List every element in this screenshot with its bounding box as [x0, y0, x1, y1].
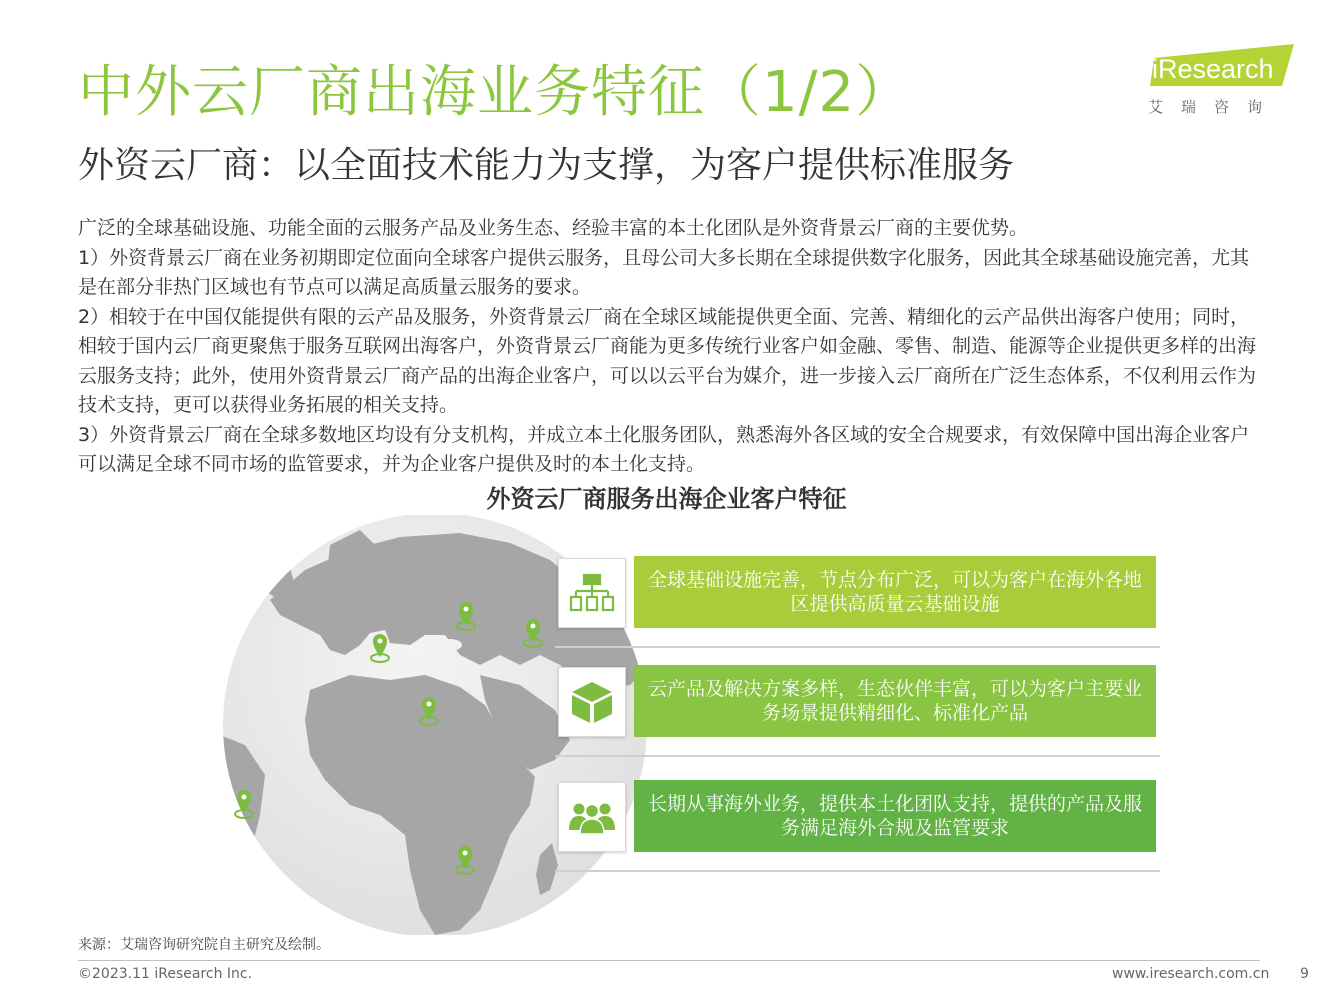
feature-infrastructure [555, 556, 1160, 648]
website-link[interactable]: www.iresearch.com.cn [1112, 966, 1270, 982]
feature-text: 长期从事海外业务，提供本土化团队支持，提供的产品及服务满足海外合规及监管要求 [634, 780, 1156, 852]
network-icon [569, 573, 615, 613]
cube-icon [569, 679, 615, 725]
source-note: 来源：艾瑞咨询研究院自主研究及绘制。 [78, 937, 330, 953]
page-number: 9 [1300, 966, 1309, 982]
footer-divider [78, 960, 1260, 961]
divider [555, 646, 1160, 648]
divider [555, 755, 1160, 757]
body-text [78, 214, 1268, 480]
feature-text: 云产品及解决方案多样，生态伙伴丰富，可以为客户主要业务场景提供精细化、标准化产品 [634, 665, 1156, 737]
logo-text: iResearch [1152, 54, 1274, 84]
feature-text: 全球基础设施完善，节点分布广泛，可以为客户在海外各地区提供高质量云基础设施 [634, 556, 1156, 628]
page-subtitle: 外资云厂商：以全面技术能力为支撑，为客户提供标准服务 [78, 145, 1015, 186]
figure-title: 外资云厂商服务出海企业客户特征 [486, 485, 847, 513]
feature-icon-box [558, 782, 626, 852]
copyright: ©2023.11 iResearch Inc. [78, 966, 253, 982]
page-title: 中外云厂商出海业务特征（1/2） [78, 60, 913, 125]
divider [555, 870, 1160, 872]
feature-products [555, 665, 1160, 757]
paragraph-intro: 广泛的全球基础设施、功能全面的云服务产品及业务生态、经验丰富的本土化团队是外资背景云厂商的主要优势。 [78, 217, 1029, 239]
paragraph-3: 3）外资背景云厂商在全球多数地区均设有分支机构，并成立本土化服务团队，熟悉海外各区域的安全合规要求，有效保障中国出海企业客户可以满足全球不同市场的监管要求，并为企业客户提供及时的本土化支持。 [78, 423, 1250, 475]
paragraph-2: 2）相较于在中国仅能提供有限的云产品及服务，外资背景云厂商在全球区域能提供更全面、完善、精细化的云产品供出海客户使用；同时，相较于国内云厂商更聚焦于服务互联网出海客户，外资背景云厂商能为更多传统行业客户如金融、零售、制造、能源等企业提供更多样的出海云服务支持；此外，使用外资背景云厂商产品的出海企业客户，可以以云平台为媒介，进一步接入云厂商所在广泛生态体系，不仅利用云作为技术支持，更可以获得业务拓展的相关支持。 [78, 305, 1257, 416]
feature-icon-box [558, 558, 626, 628]
team-icon [568, 800, 616, 834]
logo-chinese: 艾瑞咨询 [1148, 98, 1281, 116]
paragraph-1: 1）外资背景云厂商在业务初期即定位面向全球客户提供云服务，且母公司大多长期在全球提供数字化服务，因此其全球基础设施完善，尤其是在部分非热门区域也有节点可以满足高质量云服务的要求。 [78, 246, 1250, 298]
feature-icon-box [558, 667, 626, 737]
feature-local-team [555, 780, 1160, 872]
